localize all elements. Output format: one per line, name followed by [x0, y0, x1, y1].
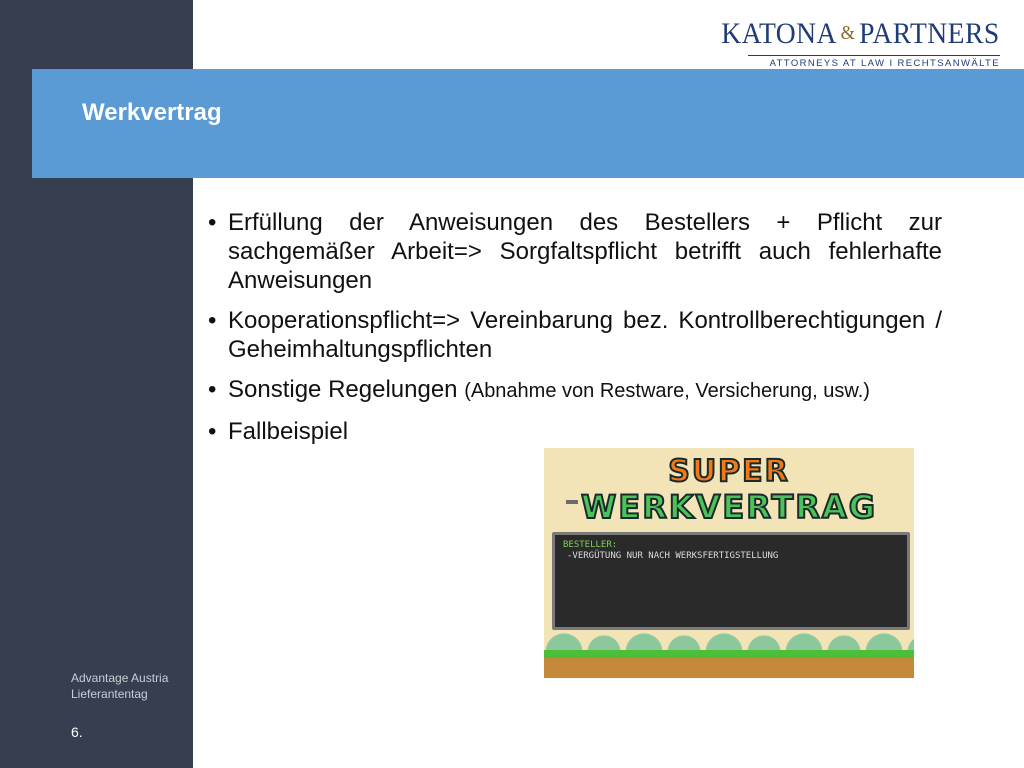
logo-ampersand: & [840, 22, 856, 44]
logo-name-left: KATONA [721, 17, 838, 50]
footer-line-1: Advantage Austria [71, 671, 169, 685]
game-ground [544, 658, 914, 678]
bullet-list [208, 208, 942, 457]
logo-name-right: PARTNERS [859, 17, 1000, 50]
game-screenshot-image [544, 448, 914, 678]
bullet-dot-icon: • [208, 418, 217, 445]
game-dialog-box [552, 532, 910, 630]
footer-line-2: Lieferantentag [71, 687, 148, 701]
logo-divider [748, 55, 1000, 56]
game-dialog-speaker: BESTELLER: [563, 540, 618, 550]
bullet-text: Sonstige Regelungen [228, 376, 458, 403]
bullet-text: Kooperationspflicht=> Vereinbarung bez. Kontrollberechtigungen / Geheimhaltungspflichten [228, 307, 942, 363]
game-title-line-1: SUPER [668, 454, 790, 489]
company-logo [697, 16, 1000, 69]
slide-title: Werkvertrag [82, 99, 222, 126]
game-grass [544, 650, 914, 658]
bullet-item [208, 417, 942, 446]
bullet-dot-icon: • [208, 307, 217, 334]
game-dialog-text: -VERGÜTUNG NUR NACH WERKSFERTIGSTELLUNG [567, 551, 779, 561]
bullet-item [208, 208, 942, 295]
footer-event [71, 670, 168, 702]
bullet-item [208, 306, 942, 364]
logo-tagline: ATTORNEYS AT LAW I RECHTSANWÄLTE [769, 58, 1000, 69]
bullet-dot-icon: • [208, 209, 217, 236]
bullet-text: Fallbeispiel [228, 418, 349, 445]
bullet-item [208, 375, 942, 406]
bullet-dot-icon: • [208, 376, 217, 403]
bullet-text: Erfüllung der Anweisungen des Bestellers + Pflicht zur sachgemäßer Arbeit=> Sorgfaltspflicht betrifft auch fehlerhafte Anweisungen [228, 209, 942, 294]
title-band [32, 69, 1024, 178]
bullet-text-small: (Abnahme von Restware, Versicherung, usw.) [464, 380, 870, 402]
game-title-line-2: WERKVERTRAG [581, 488, 877, 526]
page-number: 6. [71, 724, 83, 740]
game-bushes [544, 630, 914, 652]
